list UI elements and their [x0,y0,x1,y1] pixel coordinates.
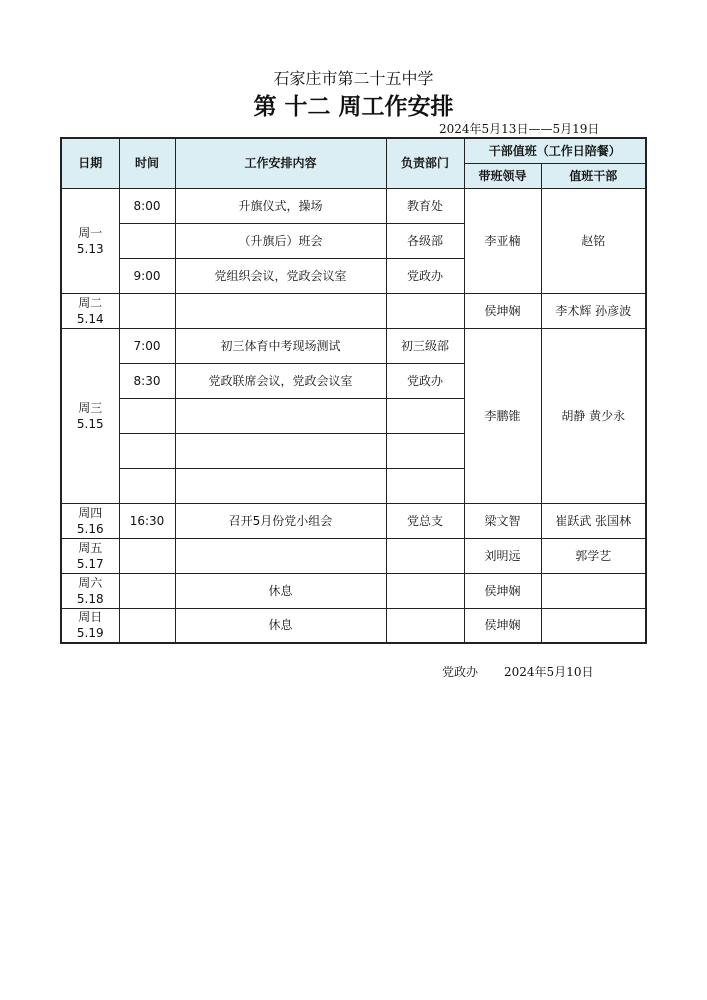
row-content: 升旗仪式，操场 [175,188,386,223]
row-department [386,468,464,503]
row-department: 初三级部 [386,328,464,363]
duty-cadre: 胡静 黄少永 [541,328,646,503]
table-row [61,188,646,223]
day-date: 周六 5.18 [61,573,119,608]
row-content: （升旗后）班会 [175,223,386,258]
footer [442,663,593,680]
row-content [175,398,386,433]
school-name: 石家庄市第二十五中学 [273,69,434,88]
schedule-table [60,137,647,644]
row-time [119,573,175,608]
duty-leader: 李亚楠 [464,188,541,293]
table-row [61,573,646,608]
row-content [175,433,386,468]
row-content [175,468,386,503]
row-time [119,433,175,468]
row-time: 8:30 [119,363,175,398]
page-title: 第 十二 周工作安排 [253,94,454,120]
duty-cadre: 李术辉 孙彦波 [541,293,646,328]
row-department [386,608,464,643]
header-leader: 带班领导 [464,163,541,188]
row-department [386,538,464,573]
duty-cadre [541,608,646,643]
row-content: 党组织会议，党政会议室 [175,258,386,293]
table-row [61,328,646,363]
duty-leader: 梁文智 [464,503,541,538]
header-date: 日期 [61,138,119,188]
header-cadre: 值班干部 [541,163,646,188]
row-content [175,538,386,573]
row-department [386,293,464,328]
row-department: 党总支 [386,503,464,538]
row-department: 各级部 [386,223,464,258]
header-content: 工作安排内容 [175,138,386,188]
header-duty: 干部值班（工作日陪餐） [464,138,646,163]
date-range: 2024年5月13日——5月19日 [439,122,600,136]
row-content [175,293,386,328]
duty-leader: 侯坤娴 [464,573,541,608]
row-time: 8:00 [119,188,175,223]
duty-leader: 侯坤娴 [464,293,541,328]
day-date: 周五 5.17 [61,538,119,573]
footer-date: 2024年5月10日 [504,665,594,679]
duty-cadre: 崔跃武 张国林 [541,503,646,538]
schedule-body [61,188,646,643]
duty-cadre: 郭学艺 [541,538,646,573]
day-date: 周三 5.15 [61,328,119,503]
footer-office: 党政办 [442,665,479,679]
row-department [386,433,464,468]
row-department: 党政办 [386,363,464,398]
day-date: 周日 5.19 [61,608,119,643]
row-content: 初三体育中考现场测试 [175,328,386,363]
row-department: 教育处 [386,188,464,223]
day-date: 周二 5.14 [61,293,119,328]
table-row [61,538,646,573]
row-department [386,573,464,608]
table-row [61,293,646,328]
row-time [119,293,175,328]
row-department: 党政办 [386,258,464,293]
row-content: 党政联席会议，党政会议室 [175,363,386,398]
duty-cadre: 赵铭 [541,188,646,293]
duty-leader: 刘明远 [464,538,541,573]
row-department [386,398,464,433]
row-time [119,468,175,503]
row-time: 9:00 [119,258,175,293]
row-content: 休息 [175,608,386,643]
header-time: 时间 [119,138,175,188]
duty-leader: 侯坤娴 [464,608,541,643]
row-time [119,398,175,433]
row-content: 休息 [175,573,386,608]
row-time [119,538,175,573]
duty-leader: 李鹏锥 [464,328,541,503]
table-row [61,608,646,643]
day-date: 周四 5.16 [61,503,119,538]
duty-cadre [541,573,646,608]
day-date: 周一 5.13 [61,188,119,293]
header-department: 负责部门 [386,138,464,188]
row-time: 7:00 [119,328,175,363]
row-time: 16:30 [119,503,175,538]
row-time [119,223,175,258]
table-row [61,503,646,538]
row-content: 召开5月份党小组会 [175,503,386,538]
row-time [119,608,175,643]
